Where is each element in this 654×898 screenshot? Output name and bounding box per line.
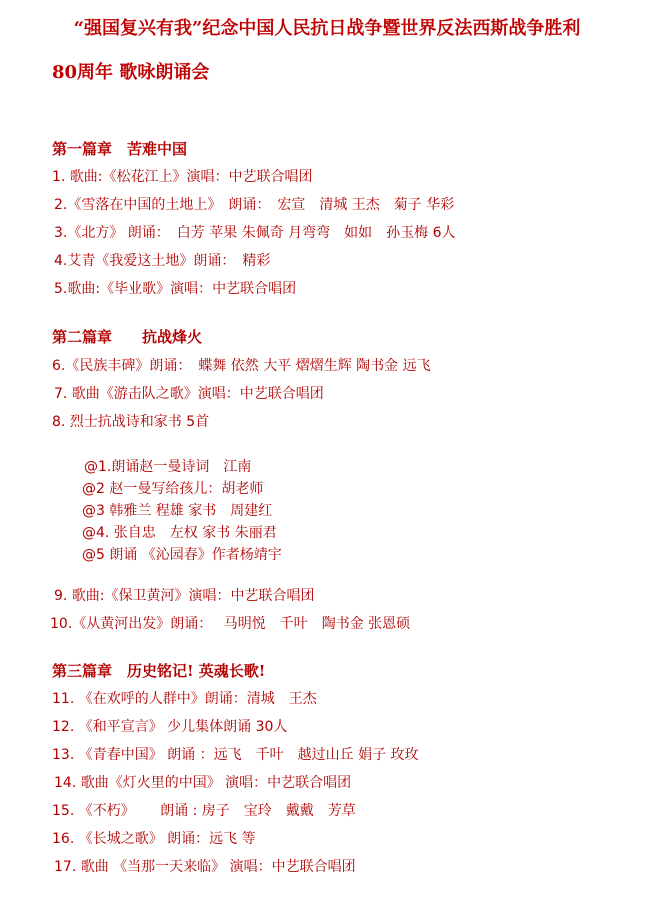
title-line-2: 80周年 歌咏朗诵会 (52, 62, 210, 83)
list-item: 2.《雪落在中国的土地上》 朗诵： 宏宣 清城 王杰 菊子 华彩 (54, 197, 455, 213)
list-item: 13. 《青春中国》 朗诵 ：远飞 千叶 越过山丘 娟子 玫玫 (52, 747, 419, 763)
list-item: 15. 《不朽》 朗诵 : 房子 宝玲 戴戴 芳草 (52, 803, 356, 819)
chapter-2-heading: 第二篇章 抗战烽火 (52, 328, 203, 346)
chapter-3-heading: 第三篇章 历史铭记! 英魂长歌! (52, 662, 266, 680)
list-item: 17. 歌曲 《当那一天来临》 演唱：中艺联合唱团 (54, 859, 356, 875)
sub-item: @3 韩雅兰 程雄 家书 周建红 (82, 503, 273, 519)
title-line-1: “强国复兴有我”纪念中国人民抗日战争暨世界反法西斯战争胜利 (73, 18, 581, 39)
list-item: 6.《民族丰碑》朗诵： 蝶舞 依然 大平 熠熠生辉 陶书金 远飞 (52, 358, 431, 374)
sub-item: @1.朗诵赵一曼诗词 江南 (84, 459, 252, 475)
list-item: 12. 《和平宣言》 少儿集体朗诵 30人 (52, 719, 288, 735)
list-item: 3.《北方》 朗诵： 白芳 苹果 朱佩奇 月弯弯 如如 孙玉梅 6人 (54, 225, 456, 241)
list-item: 1. 歌曲:《松花江上》演唱：中艺联合唱团 (52, 169, 313, 185)
list-item: 7. 歌曲《游击队之歌》演唱：中艺联合唱团 (54, 386, 324, 402)
list-item: 16. 《长城之歌》 朗诵：远飞 等 (52, 831, 256, 847)
list-item: 10.《从黄河出发》朗诵： 马明悦 千叶 陶书金 张恩硕 (50, 616, 411, 632)
list-item: 9. 歌曲:《保卫黄河》演唱：中艺联合唱团 (54, 588, 315, 604)
list-item: 8. 烈士抗战诗和家书 5首 (52, 414, 210, 430)
sub-item: @4. 张自忠 左权 家书 朱丽君 (82, 525, 277, 541)
chapter-1-heading: 第一篇章 苦难中国 (52, 140, 188, 158)
list-item: 4.艾青《我爱这土地》朗诵： 精彩 (54, 253, 271, 269)
sub-item: @2 赵一曼写给孩儿：胡老师 (82, 481, 264, 497)
sub-item: @5 朗诵 《沁园春》作者杨靖宇 (82, 547, 282, 563)
list-item: 14. 歌曲《灯火里的中国》 演唱：中艺联合唱团 (54, 775, 352, 791)
list-item: 11. 《在欢呼的人群中》朗诵：清城 王杰 (52, 691, 317, 707)
list-item: 5.歌曲:《毕业歌》演唱：中艺联合唱团 (54, 281, 297, 297)
